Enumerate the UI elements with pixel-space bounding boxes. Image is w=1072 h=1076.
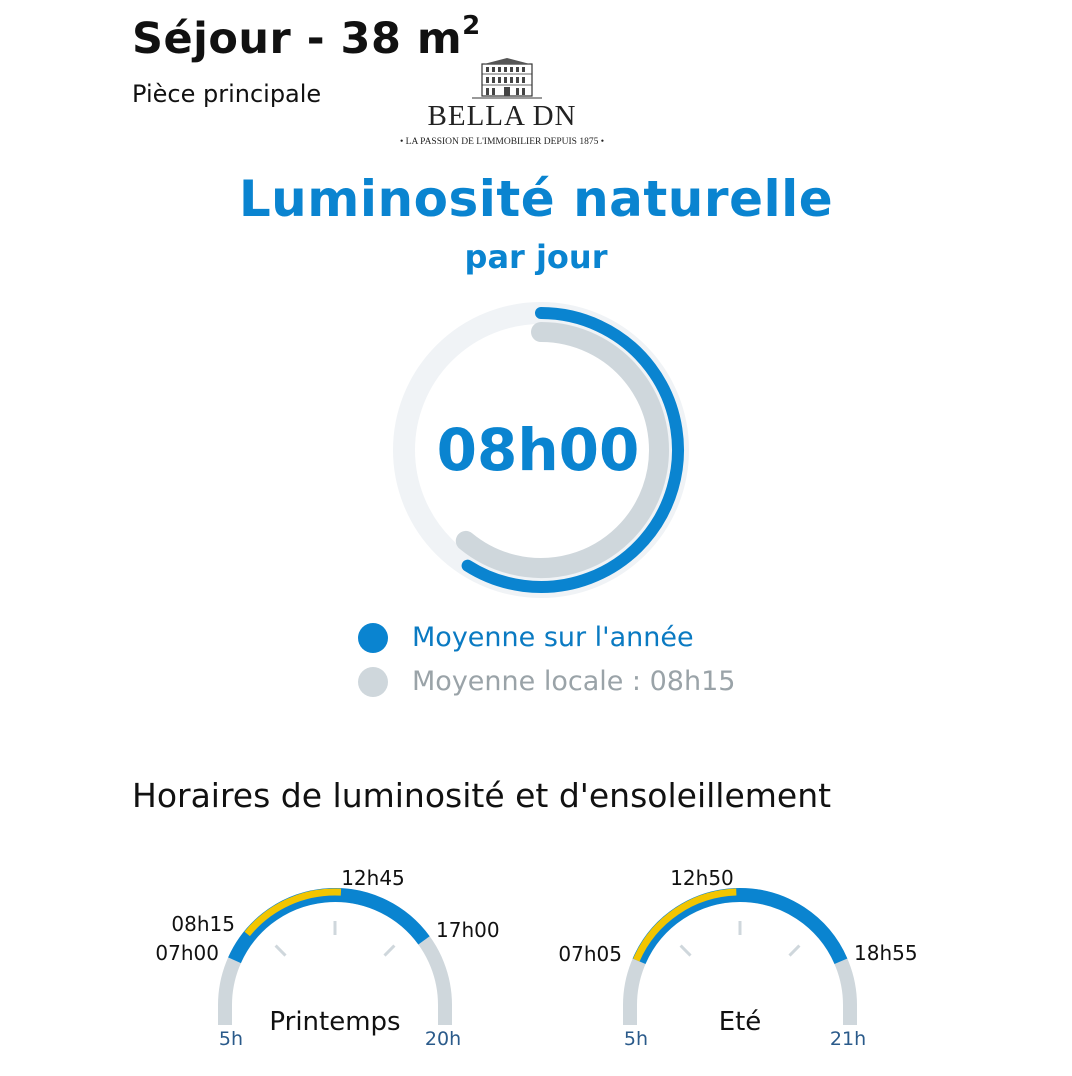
donut-value: 08h00: [436, 416, 640, 484]
spring-light-end-label: 17h00: [436, 918, 500, 942]
legend-local-label: Moyenne locale : 08h15: [412, 666, 736, 697]
luminosity-subtitle: par jour: [464, 238, 608, 276]
legend-local: [358, 666, 735, 697]
summer-sun-end-label: 12h50: [670, 866, 734, 890]
title-text: Séjour - 38 m: [132, 14, 463, 64]
title-superscript: 2: [462, 10, 481, 41]
spring-track-arc: [225, 895, 445, 1025]
summer-track-arc: [630, 895, 850, 1025]
spring-sun-end-label: 12h45: [341, 866, 405, 890]
spring-range-start-label: 5h: [218, 1028, 244, 1050]
schedule-title: Horaires de luminosité et d'ensoleillement: [132, 776, 832, 815]
summer-range-end-label: 21h: [829, 1028, 867, 1050]
spring-tick-1: [276, 946, 286, 956]
spring-tick-3: [384, 946, 394, 956]
spring-light-arc: [235, 895, 424, 960]
legend-annual-label: Moyenne sur l'année: [412, 622, 694, 653]
logo-name: BELLA DN: [427, 100, 577, 132]
page-title: [132, 10, 481, 64]
spring-light-start-label: 07h00: [155, 941, 219, 965]
spring-season-label: Printemps: [269, 1007, 401, 1037]
summer-tick-3: [789, 946, 799, 956]
spring-range-end-label: 20h: [424, 1028, 462, 1050]
legend-local-dot: [358, 667, 388, 697]
logo-tagline: • LA PASSION DE L'IMMOBILIER DEPUIS 1875 •: [399, 137, 605, 147]
summer-gauge: [558, 860, 918, 1060]
spring-sun-start-label: 08h15: [171, 912, 235, 936]
summer-light-end-label: 18h55: [854, 941, 918, 965]
luminosity-title: Luminosité naturelle: [238, 170, 834, 228]
spring-gauge: [155, 860, 500, 1060]
summer-light-start-label: 07h05: [558, 942, 622, 966]
summer-tick-1: [681, 946, 691, 956]
summer-range-start-label: 5h: [623, 1028, 649, 1050]
summer-season-label: Eté: [718, 1007, 762, 1037]
legend-annual: [358, 622, 694, 653]
page-subtitle: Pièce principale: [132, 80, 322, 108]
luminosity-donut: [386, 295, 696, 605]
building-icon: [472, 58, 542, 98]
legend-annual-dot: [358, 623, 388, 653]
